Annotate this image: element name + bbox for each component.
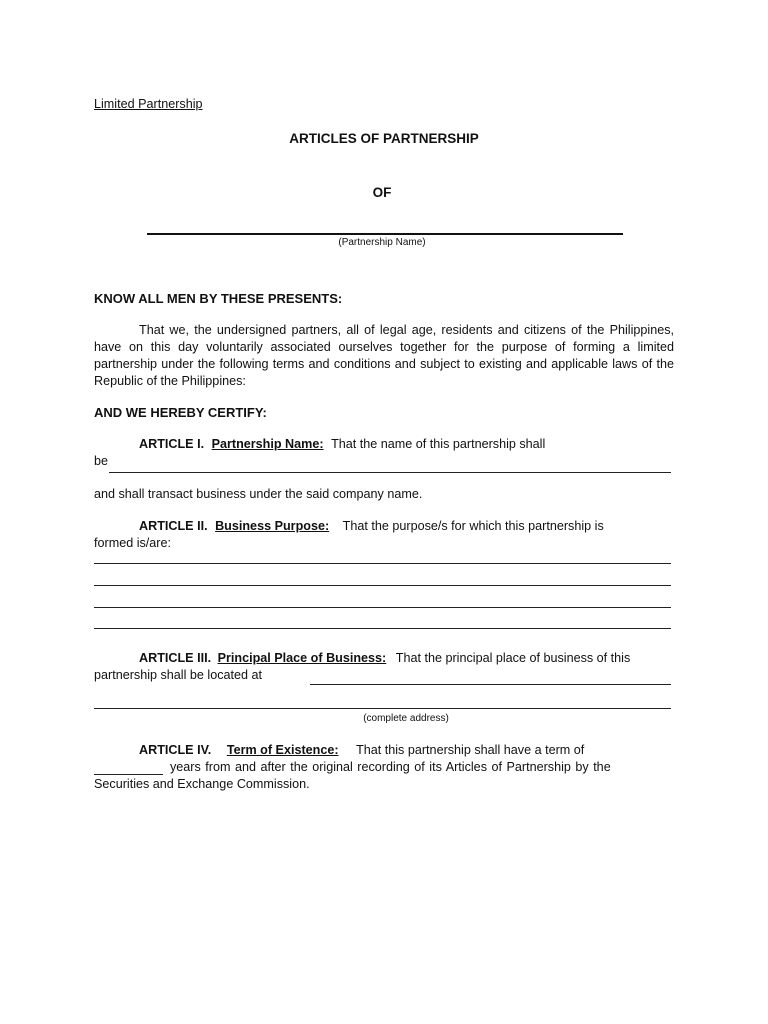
- address-line-2[interactable]: [94, 708, 671, 709]
- article-4-title: Term of Existence:: [226, 743, 339, 757]
- article-2-line: [139, 518, 674, 535]
- purpose-line-3[interactable]: [94, 607, 671, 608]
- article-3-continuation: partnership shall be located at: [94, 668, 263, 682]
- address-line-1[interactable]: [310, 684, 671, 685]
- article-2-continuation: formed is/are:: [94, 536, 171, 550]
- article-1-be: be: [94, 454, 109, 468]
- article-4-line-2: years from and after the original recording of its Articles of Partnership by the: [170, 760, 611, 774]
- purpose-line-4[interactable]: [94, 628, 671, 629]
- article-1-name-line[interactable]: [109, 472, 671, 473]
- preamble-paragraph: That we, the undersigned partners, all of legal age, residents and citizens of the Philippines, have on this day voluntarily associated ourselves together for the purpose of forming a limited partnership under the following terms and conditions and subject to existing and applicable laws of the Republic of the Philippines:: [94, 323, 674, 388]
- article-3-line: [139, 650, 674, 667]
- article-4-line: [139, 742, 674, 759]
- term-years-blank[interactable]: [94, 774, 163, 775]
- article-1-continuation: and shall transact business under the said company name.: [94, 487, 423, 501]
- article-3-text: That the principal place of business of this: [395, 651, 631, 665]
- article-1-line: [139, 436, 674, 453]
- article-4-number: ARTICLE IV.: [139, 743, 212, 757]
- document-title: ARTICLES OF PARTNERSHIP: [289, 131, 479, 146]
- purpose-line-1[interactable]: [94, 563, 671, 564]
- purpose-line-2[interactable]: [94, 585, 671, 586]
- article-4-line-3: Securities and Exchange Commission.: [94, 777, 310, 791]
- article-1-text: That the name of this partnership shall: [331, 437, 546, 451]
- article-4-text: That this partnership shall have a term of: [356, 743, 585, 757]
- article-1-number: ARTICLE I.: [139, 437, 205, 451]
- article-2-text: That the purpose/s for which this partnership is: [342, 519, 604, 533]
- article-1-title: Partnership Name:: [211, 437, 324, 451]
- preamble-heading: KNOW ALL MEN BY THESE PRESENTS:: [94, 291, 343, 306]
- article-3-title: Principal Place of Business:: [217, 651, 387, 665]
- article-2-number: ARTICLE II.: [139, 519, 208, 533]
- partnership-name-caption: (Partnership Name): [338, 237, 426, 248]
- article-3-number: ARTICLE III.: [139, 651, 212, 665]
- document-of: OF: [372, 185, 392, 200]
- certify-heading: AND WE HEREBY CERTIFY:: [94, 405, 267, 420]
- article-2-title: Business Purpose:: [215, 519, 330, 533]
- doc-type-label: Limited Partnership: [94, 97, 203, 111]
- address-caption: (complete address): [363, 713, 449, 724]
- partnership-name-line[interactable]: [147, 233, 623, 235]
